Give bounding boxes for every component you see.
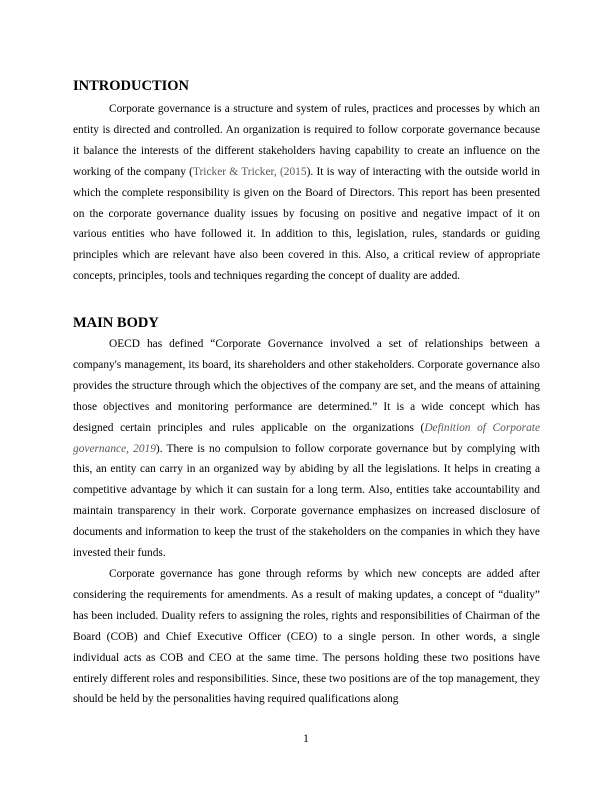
introduction-body xyxy=(73,99,540,287)
introduction-paragraph xyxy=(73,99,540,287)
intro-text-2: ). It is way of interacting with the outside world in which the complete responsibility is given on the Board of Directors. This report has been presented on the corporate governance duality issues by focusing on positive and negative impact of it on various entities who have followed it. In addition to this, legislation, rules, standards or guiding principles which are relevant have also been covered in this. Also, a critical review of appropriate concepts, principles, tools and techniques regarding the concept of duality are added. xyxy=(73,165,540,283)
main-paragraph-1 xyxy=(73,334,540,564)
main-body-section xyxy=(73,315,540,331)
main-paragraph-2: Corporate governance has gone through reforms by which new concepts are added after considering the requirements for amendments. As a result of making updates, a concept of “duality” has been included. Duality refers to assigning the roles, rights and responsibilities of Chairman of the Board (COB) and Chief Executive Officer (CEO) to a single person. In other words, a single individual acts as COB and CEO at the same time. The persons holding these two positions have entirely different roles and responsibilities. Since, these two positions are of the top management, they should be held by the personalities having required qualifications along xyxy=(73,567,540,706)
main-body-heading: MAIN BODY xyxy=(73,315,159,331)
introduction-heading: INTRODUCTION xyxy=(73,78,190,94)
intro-citation: Tricker & Tricker, (2015 xyxy=(192,165,307,178)
main-text-2: ). There is no compulsion to follow corporate governance but by complying with this, an entity can carry in an organized way by abiding by all the legislations. It helps in creating a competitive advantage by which it can sustain for a long term. Also, entities take accountability and maintain transparency in their work. Corporate governance emphasizes on increased disclosure of documents and information to keep the trust of the stakeholders on the companies in which they have invested their funds. xyxy=(73,442,540,560)
main-body-text xyxy=(73,334,540,710)
main-text-1: OECD has defined “Corporate Governance involved a set of relationships between a company's management, its board, its shareholders and other stakeholders. Corporate governance also provides the structure through which the objectives of the company are set, and the means of attaining those objectives and monitoring performance are determined.” It is a wide concept which has designed certain principles and rules applicable on the organizations ( xyxy=(73,338,540,434)
page-number: 1 xyxy=(303,733,309,745)
main-citation: Definition of Corporate governance, 2019 xyxy=(73,421,540,455)
intro-text-1: Corporate governance is a structure and system of rules, practices and processes by which an entity is directed and controlled. An organization is required to follow corporate governance because it balance the interests of the different stakeholders having capability to create an influence on the working of the company ( xyxy=(73,103,540,178)
introduction-section xyxy=(73,78,540,94)
